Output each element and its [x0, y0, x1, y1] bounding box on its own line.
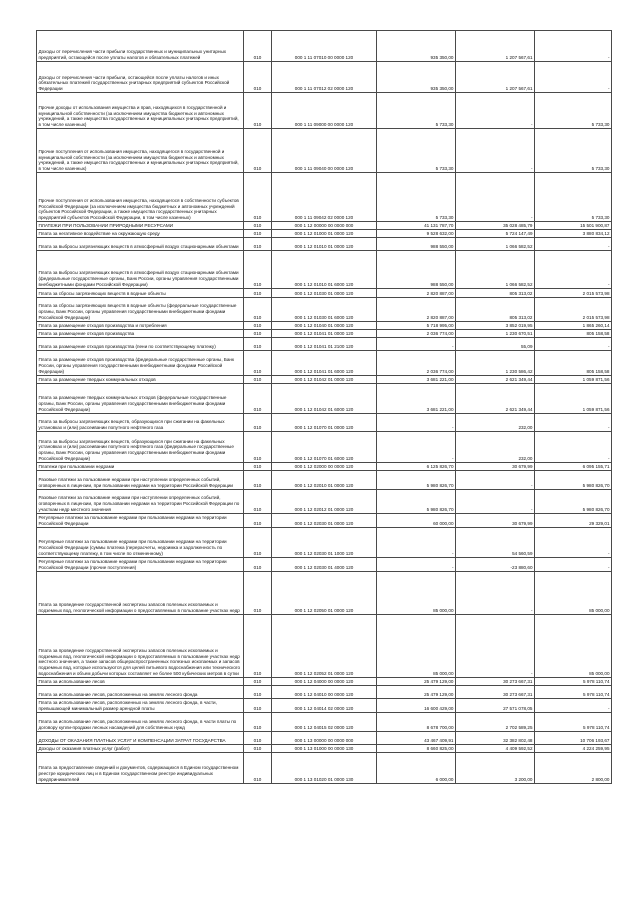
row-executed: -: [456, 173, 535, 222]
row-unexecuted: 5 733,30: [535, 93, 612, 129]
row-name: ПЛАТЕЖИ ПРИ ПОЛЬЗОВАНИИ ПРИРОДНЫМИ РЕСУРСАМИ: [37, 222, 244, 230]
row-approved: 5 733,30: [377, 93, 456, 129]
row-executed: -: [456, 614, 535, 677]
row-executed: 1 207 567,61: [456, 31, 535, 62]
row-unexecuted: 5 980 826,70: [535, 489, 612, 513]
row-budget-code: 000 1 12 01070 01 0000 120: [272, 413, 377, 431]
row-budget-code: 000 1 12 02010 01 0000 120: [272, 470, 377, 489]
row-name: Разовые платежи за пользование недрами при наступлении определенных событий, оговоренных в лицензии, при пользовании недрами на территории Российской Федерации: [37, 470, 244, 489]
row-approved: 25 479 129,00: [377, 685, 456, 698]
row-executed: 3 200,00: [456, 752, 535, 783]
row-line-code: 010: [244, 250, 272, 288]
row-unexecuted: 29 329,01: [535, 513, 612, 527]
row-name: Регулярные платежи за пользование недрами при пользовании недрами на территории Российской Федерации (прочие поступления): [37, 557, 244, 571]
row-line-code: 010: [244, 712, 272, 731]
row-line-code: 010: [244, 731, 272, 744]
row-unexecuted: 1 865 260,14: [535, 321, 612, 329]
row-approved: 6 000,00: [377, 752, 456, 783]
row-line-code: 010: [244, 744, 272, 752]
row-approved: 6 125 826,70: [377, 462, 456, 470]
row-line-code: 010: [244, 297, 272, 321]
row-line-code: 010: [244, 677, 272, 685]
table-row: [37, 222, 612, 230]
row-approved: 988 550,00: [377, 237, 456, 250]
row-budget-code: 000 1 12 00000 00 0000 000: [272, 222, 377, 230]
row-name: Плата за размещение отходов производства (пени по соответствующему платежу): [37, 337, 244, 350]
row-budget-code: 000 1 12 01010 01 6000 120: [272, 250, 377, 288]
row-unexecuted: 4 224 259,95: [535, 744, 612, 752]
row-name: Плата за выбросы загрязняющих веществ, образующихся при сжигании на факельных установках и (или) рассеивании попутного нефтяного газа: [37, 413, 244, 431]
row-unexecuted: 2 800,00: [535, 752, 612, 783]
row-name: Плата за негативное воздействие на окружающую среду: [37, 230, 244, 238]
row-budget-code: 000 1 12 01030 01 6000 120: [272, 297, 377, 321]
row-executed: 27 571 078,05: [456, 698, 535, 712]
row-unexecuted: 5 978 110,74: [535, 677, 612, 685]
row-executed: 232,00: [456, 431, 535, 462]
table-row: [37, 462, 612, 470]
row-budget-code: 000 1 11 09040 00 0000 120: [272, 129, 377, 173]
table-row: [37, 571, 612, 614]
row-executed: 1 230 586,42: [456, 350, 535, 375]
row-name: Плата за выбросы загрязняющих веществ в атмосферный воздух стационарными объектами (федеральные государственные органы, Банк России, органы управления государственными внебюджетными фондами Российской Федерации): [37, 250, 244, 288]
row-name: Разовые платежи за пользование недрами при наступлении определенных событий, оговоренных в лицензии, при пользовании недрами на территории Российской Федерации по участкам недр местного значения: [37, 489, 244, 513]
table-row: [37, 129, 612, 173]
table-row: [37, 731, 612, 744]
row-budget-code: 000 1 12 01042 01 6000 120: [272, 383, 377, 413]
row-approved: 16 600 429,00: [377, 698, 456, 712]
row-approved: -: [377, 413, 456, 431]
table-row: [37, 288, 612, 297]
row-executed: 1 066 582,52: [456, 250, 535, 288]
row-unexecuted: -: [535, 557, 612, 571]
table-row: [37, 237, 612, 250]
table-row: [37, 677, 612, 685]
row-unexecuted: 805 158,58: [535, 350, 612, 375]
row-budget-code: 000 1 12 04010 00 0000 120: [272, 685, 377, 698]
row-name: Платежи при пользовании недрами: [37, 462, 244, 470]
table-row: [37, 614, 612, 677]
table-row: [37, 413, 612, 431]
row-line-code: 010: [244, 489, 272, 513]
row-budget-code: 000 1 12 02030 01 4000 120: [272, 557, 377, 571]
row-name: Плата за выбросы загрязняющих веществ в атмосферный воздух стационарными объектами: [37, 237, 244, 250]
row-name: Плата за использование лесов: [37, 677, 244, 685]
row-name: Регулярные платежи за пользование недрами при пользовании недрами на территории Российской Федерации (суммы платежа (перерасчеты, недоимка и задолженность по соответствующему платежу, в том числе по отмененному): [37, 527, 244, 557]
table-row: [37, 230, 612, 238]
row-executed: 54 560,59: [456, 527, 535, 557]
table-row: [37, 489, 612, 513]
row-budget-code: 000 1 12 01041 01 0000 120: [272, 329, 377, 337]
row-line-code: 010: [244, 93, 272, 129]
row-line-code: 010: [244, 557, 272, 571]
row-name: Плата за размещение твердых коммунальных отходов: [37, 375, 244, 383]
table-row: [37, 93, 612, 129]
row-executed: 2 621 349,44: [456, 375, 535, 383]
row-line-code: 010: [244, 350, 272, 375]
row-name: Плата за размещение твердых коммунальных отходов (федеральные государственные органы, Банк России, органы управления государственными внебюджетными фондами Российской Федерации): [37, 383, 244, 413]
row-name: Плата за использование лесов, расположенных на землях лесного фонда, в части, превышающей минимальный размер арендной платы: [37, 698, 244, 712]
row-approved: 25 479 129,00: [377, 677, 456, 685]
row-approved: -: [377, 527, 456, 557]
table-row: [37, 383, 612, 413]
row-unexecuted: 5 733,30: [535, 129, 612, 173]
table-row: [37, 513, 612, 527]
row-budget-code: 000 1 12 04000 00 0000 120: [272, 677, 377, 685]
row-unexecuted: -: [535, 431, 612, 462]
row-approved: 2 036 774,00: [377, 350, 456, 375]
row-approved: 2 820 887,00: [377, 297, 456, 321]
row-approved: 8 678 700,00: [377, 712, 456, 731]
row-unexecuted: 6 095 155,71: [535, 462, 612, 470]
row-line-code: 010: [244, 513, 272, 527]
table-row: [37, 712, 612, 731]
table-body: [37, 31, 612, 784]
row-name: Прочие доходы от использования имущества и прав, находящихся в государственной и муниципальной собственности (за исключением имущества бюджетных и автономных учреждений, а также имущества государственных и муниципальных унитарных предприятий, в том числе казенных): [37, 93, 244, 129]
row-unexecuted: 2 015 573,98: [535, 288, 612, 297]
row-unexecuted: -: [535, 31, 612, 62]
table-row: [37, 337, 612, 350]
row-executed: 1 230 670,51: [456, 329, 535, 337]
row-approved: -: [377, 557, 456, 571]
row-unexecuted: -: [535, 527, 612, 557]
row-budget-code: 000 1 12 02030 01 0000 120: [272, 513, 377, 527]
row-executed: 30 679,99: [456, 462, 535, 470]
row-line-code: 010: [244, 383, 272, 413]
row-approved: 85 000,00: [377, 571, 456, 614]
row-unexecuted: 5 978 110,74: [535, 712, 612, 731]
row-approved: 85 000,00: [377, 614, 456, 677]
row-unexecuted: -: [535, 250, 612, 288]
row-line-code: 010: [244, 222, 272, 230]
row-name: Плата за сбросы загрязняющих веществ в водные объекты (федеральные государственные органы, Банк России, органы управления государственными внебюджетными фондами Российской Федерации): [37, 297, 244, 321]
row-line-code: 010: [244, 614, 272, 677]
row-executed: 805 313,02: [456, 288, 535, 297]
row-line-code: 010: [244, 571, 272, 614]
row-approved: 5 733,30: [377, 173, 456, 222]
row-name: ДОХОДЫ ОТ ОКАЗАНИЯ ПЛАТНЫХ УСЛУГ И КОМПЕНСАЦИИ ЗАТРАТ ГОСУДАРСТВА: [37, 731, 244, 744]
row-name: Плата за предоставление сведений и документов, содержащихся в Едином государственном реестре юридических лиц и в Едином государственном реестре индивидуальных предпринимателей: [37, 752, 244, 783]
table-row: [37, 375, 612, 383]
row-line-code: 010: [244, 31, 272, 62]
row-executed: 30 679,99: [456, 513, 535, 527]
row-unexecuted: 5 980 826,70: [535, 470, 612, 489]
row-line-code: 010: [244, 375, 272, 383]
row-approved: 43 467 409,91: [377, 731, 456, 744]
table-row: [37, 698, 612, 712]
table-row: [37, 685, 612, 698]
row-name: Прочие поступления от использования имущества, находящегося в собственности субъектов Российской Федерации (за исключением имущества бюджетных и автономных учреждений субъектов Российской Федерации, а также имущества государственных унитарных предприятий субъектов Российской Федерации, в том числе казенных): [37, 173, 244, 222]
report-sheet: [36, 30, 611, 784]
row-unexecuted: 3 880 834,12: [535, 230, 612, 238]
row-unexecuted: 85 000,00: [535, 614, 612, 677]
row-budget-code: 000 1 11 07010 00 0000 120: [272, 31, 377, 62]
table-row: [37, 297, 612, 321]
row-budget-code: 000 1 12 02030 01 1000 120: [272, 527, 377, 557]
row-budget-code: 000 1 12 01010 01 0000 120: [272, 237, 377, 250]
row-line-code: 010: [244, 752, 272, 783]
row-name: Прочие поступления от использования имущества, находящегося в государственной и муниципальной собственности (за исключением имущества бюджетных и автономных учреждений, а также имущества государственных и муниципальных унитарных предприятий, в том числе казенных): [37, 129, 244, 173]
row-executed: 32 382 802,48: [456, 731, 535, 744]
row-executed: -: [456, 571, 535, 614]
row-unexecuted: 5 733,30: [535, 173, 612, 222]
row-approved: 5 733,30: [377, 129, 456, 173]
row-budget-code: 000 1 12 02052 01 0000 120: [272, 614, 377, 677]
table-row: [37, 470, 612, 489]
row-line-code: 010: [244, 288, 272, 297]
row-executed: 805 313,02: [456, 297, 535, 321]
row-name: Плата за использование лесов, расположенных на землях лесного фонда: [37, 685, 244, 698]
row-approved: 5 980 826,70: [377, 470, 456, 489]
row-approved: 60 000,00: [377, 513, 456, 527]
row-budget-code: 000 1 12 01070 01 6000 120: [272, 431, 377, 462]
table-row: [37, 431, 612, 462]
row-line-code: 010: [244, 337, 272, 350]
row-budget-code: 000 1 13 01000 00 0000 130: [272, 744, 377, 752]
row-executed: 232,00: [456, 413, 535, 431]
row-budget-code: 000 1 12 01040 01 0000 120: [272, 321, 377, 329]
row-approved: 935 350,00: [377, 62, 456, 93]
row-executed: -: [456, 470, 535, 489]
table-row: [37, 527, 612, 557]
row-budget-code: 000 1 13 00000 00 0000 000: [272, 731, 377, 744]
row-unexecuted: 2 015 573,98: [535, 297, 612, 321]
row-executed: 35 028 485,79: [456, 222, 535, 230]
row-line-code: 010: [244, 470, 272, 489]
row-executed: 3 852 019,95: [456, 321, 535, 329]
row-line-code: 010: [244, 685, 272, 698]
row-line-code: 010: [244, 129, 272, 173]
row-budget-code: 000 1 12 04014 02 0000 120: [272, 698, 377, 712]
row-line-code: 010: [244, 321, 272, 329]
row-approved: 9 528 632,00: [377, 230, 456, 238]
row-budget-code: 000 1 12 02050 01 0000 120: [272, 571, 377, 614]
row-budget-code: 000 1 12 01041 01 6000 120: [272, 350, 377, 375]
row-approved: -: [377, 337, 456, 350]
row-executed: 4 409 592,52: [456, 744, 535, 752]
row-approved: 3 681 221,00: [377, 375, 456, 383]
row-executed: -: [456, 129, 535, 173]
row-approved: 5 718 995,00: [377, 321, 456, 329]
table-row: [37, 329, 612, 337]
row-unexecuted: 805 158,58: [535, 329, 612, 337]
row-line-code: 010: [244, 698, 272, 712]
row-approved: 935 350,00: [377, 31, 456, 62]
row-unexecuted: 1 059 871,56: [535, 383, 612, 413]
row-name: Плата за сбросы загрязняющих веществ в водные объекты: [37, 288, 244, 297]
row-executed: 30 273 667,31: [456, 677, 535, 685]
row-name: Плата за размещение отходов производства (федеральные государственные органы, Банк России, органы управления государственными внебюджетными фондами Российской Федерации): [37, 350, 244, 375]
row-executed: -: [456, 93, 535, 129]
table-row: [37, 744, 612, 752]
row-name: Плата за использование лесов, расположенных на землях лесного фонда, в части платы по договору купли-продажи лесных насаждений для собственных нужд: [37, 712, 244, 731]
row-line-code: 010: [244, 431, 272, 462]
row-unexecuted: -: [535, 62, 612, 93]
row-budget-code: 000 1 12 02000 00 0000 120: [272, 462, 377, 470]
row-unexecuted: 15 501 900,87: [535, 222, 612, 230]
income-execution-table: [36, 30, 612, 784]
row-approved: -: [377, 431, 456, 462]
row-executed: 1 066 582,52: [456, 237, 535, 250]
row-budget-code: 000 1 12 01042 01 0000 120: [272, 375, 377, 383]
row-executed: -23 880,60: [456, 557, 535, 571]
row-executed: 55,09: [456, 337, 535, 350]
row-name: Доходы от перечисления части прибыли, остающейся после уплаты налогов и иных обязательных платежей государственных унитарных предприятий субъектов Российской Федерации: [37, 62, 244, 93]
row-unexecuted: 85 000,00: [535, 571, 612, 614]
row-name: Плата за проведение государственной экспертизы запасов полезных ископаемых и подземных вод, геологической информации о предоставляемых в пользование участках недр местного значения, а также запасов общераспространенных полезных ископаемых и запасов подземных вод, которые используются для целей питьевого водоснабжения или технического водоснабжения и объем добычи которых составляет не более 500 кубических метров в сутки: [37, 614, 244, 677]
row-approved: 41 131 787,70: [377, 222, 456, 230]
row-unexecuted: 1 059 871,56: [535, 375, 612, 383]
row-executed: -: [456, 489, 535, 513]
row-line-code: 010: [244, 462, 272, 470]
row-budget-code: 000 1 13 01020 01 0000 130: [272, 752, 377, 783]
row-approved: 5 980 826,70: [377, 489, 456, 513]
row-executed: 30 273 667,31: [456, 685, 535, 698]
row-name: Доходы от перечисления части прибыли государственных и муниципальных унитарных предприятий, остающейся после уплаты налогов и обязательных платежей: [37, 31, 244, 62]
row-approved: 8 660 825,00: [377, 744, 456, 752]
row-budget-code: 000 1 12 01041 01 2100 120: [272, 337, 377, 350]
row-budget-code: 000 1 11 09000 00 0000 120: [272, 93, 377, 129]
table-row: [37, 250, 612, 288]
row-approved: 2 820 887,00: [377, 288, 456, 297]
row-executed: 2 702 589,25: [456, 712, 535, 731]
table-row: [37, 557, 612, 571]
row-budget-code: 000 1 12 01000 01 0000 120: [272, 230, 377, 238]
row-line-code: 010: [244, 329, 272, 337]
row-approved: 988 550,00: [377, 250, 456, 288]
row-unexecuted: 5 978 110,74: [535, 685, 612, 698]
row-line-code: 010: [244, 527, 272, 557]
row-unexecuted: -: [535, 698, 612, 712]
row-budget-code: 000 1 11 07012 02 0000 120: [272, 62, 377, 93]
row-budget-code: 000 1 11 09042 02 0000 120: [272, 173, 377, 222]
table-row: [37, 321, 612, 329]
row-line-code: 010: [244, 173, 272, 222]
row-name: Плата за проведение государственной экспертизы запасов полезных ископаемых и подземных вод, геологической информации о предоставляемых в пользование участках недр: [37, 571, 244, 614]
row-approved: 2 036 774,00: [377, 329, 456, 337]
row-name: Плата за размещение отходов производства: [37, 329, 244, 337]
table-row: [37, 350, 612, 375]
table-row: [37, 62, 612, 93]
row-unexecuted: -: [535, 413, 612, 431]
row-unexecuted: -: [535, 337, 612, 350]
row-executed: 2 621 349,44: [456, 383, 535, 413]
row-executed: 1 207 567,61: [456, 62, 535, 93]
table-row: [37, 31, 612, 62]
row-budget-code: 000 1 12 01030 01 0000 120: [272, 288, 377, 297]
row-unexecuted: -: [535, 237, 612, 250]
row-name: Доходы от оказания платных услуг (работ): [37, 744, 244, 752]
row-line-code: 010: [244, 230, 272, 238]
row-name: Плата за размещение отходов производства и потребления: [37, 321, 244, 329]
row-name: Регулярные платежи за пользование недрами при пользовании недрами на территории Российской Федерации: [37, 513, 244, 527]
row-budget-code: 000 1 12 04015 02 0000 120: [272, 712, 377, 731]
row-line-code: 010: [244, 413, 272, 431]
row-executed: 5 724 147,49: [456, 230, 535, 238]
row-line-code: 010: [244, 62, 272, 93]
table-row: [37, 752, 612, 783]
row-name: Плата за выбросы загрязняющих веществ, образующихся при сжигании на факельных установках и (или) рассеивании попутного нефтяного газа (федеральные государственные органы, Банк России, органы управления государственными внебюджетными фондами Российской Федерации): [37, 431, 244, 462]
table-row: [37, 173, 612, 222]
row-budget-code: 000 1 12 02012 01 0000 120: [272, 489, 377, 513]
row-approved: 3 681 221,00: [377, 383, 456, 413]
row-unexecuted: 10 706 193,67: [535, 731, 612, 744]
row-line-code: 010: [244, 237, 272, 250]
